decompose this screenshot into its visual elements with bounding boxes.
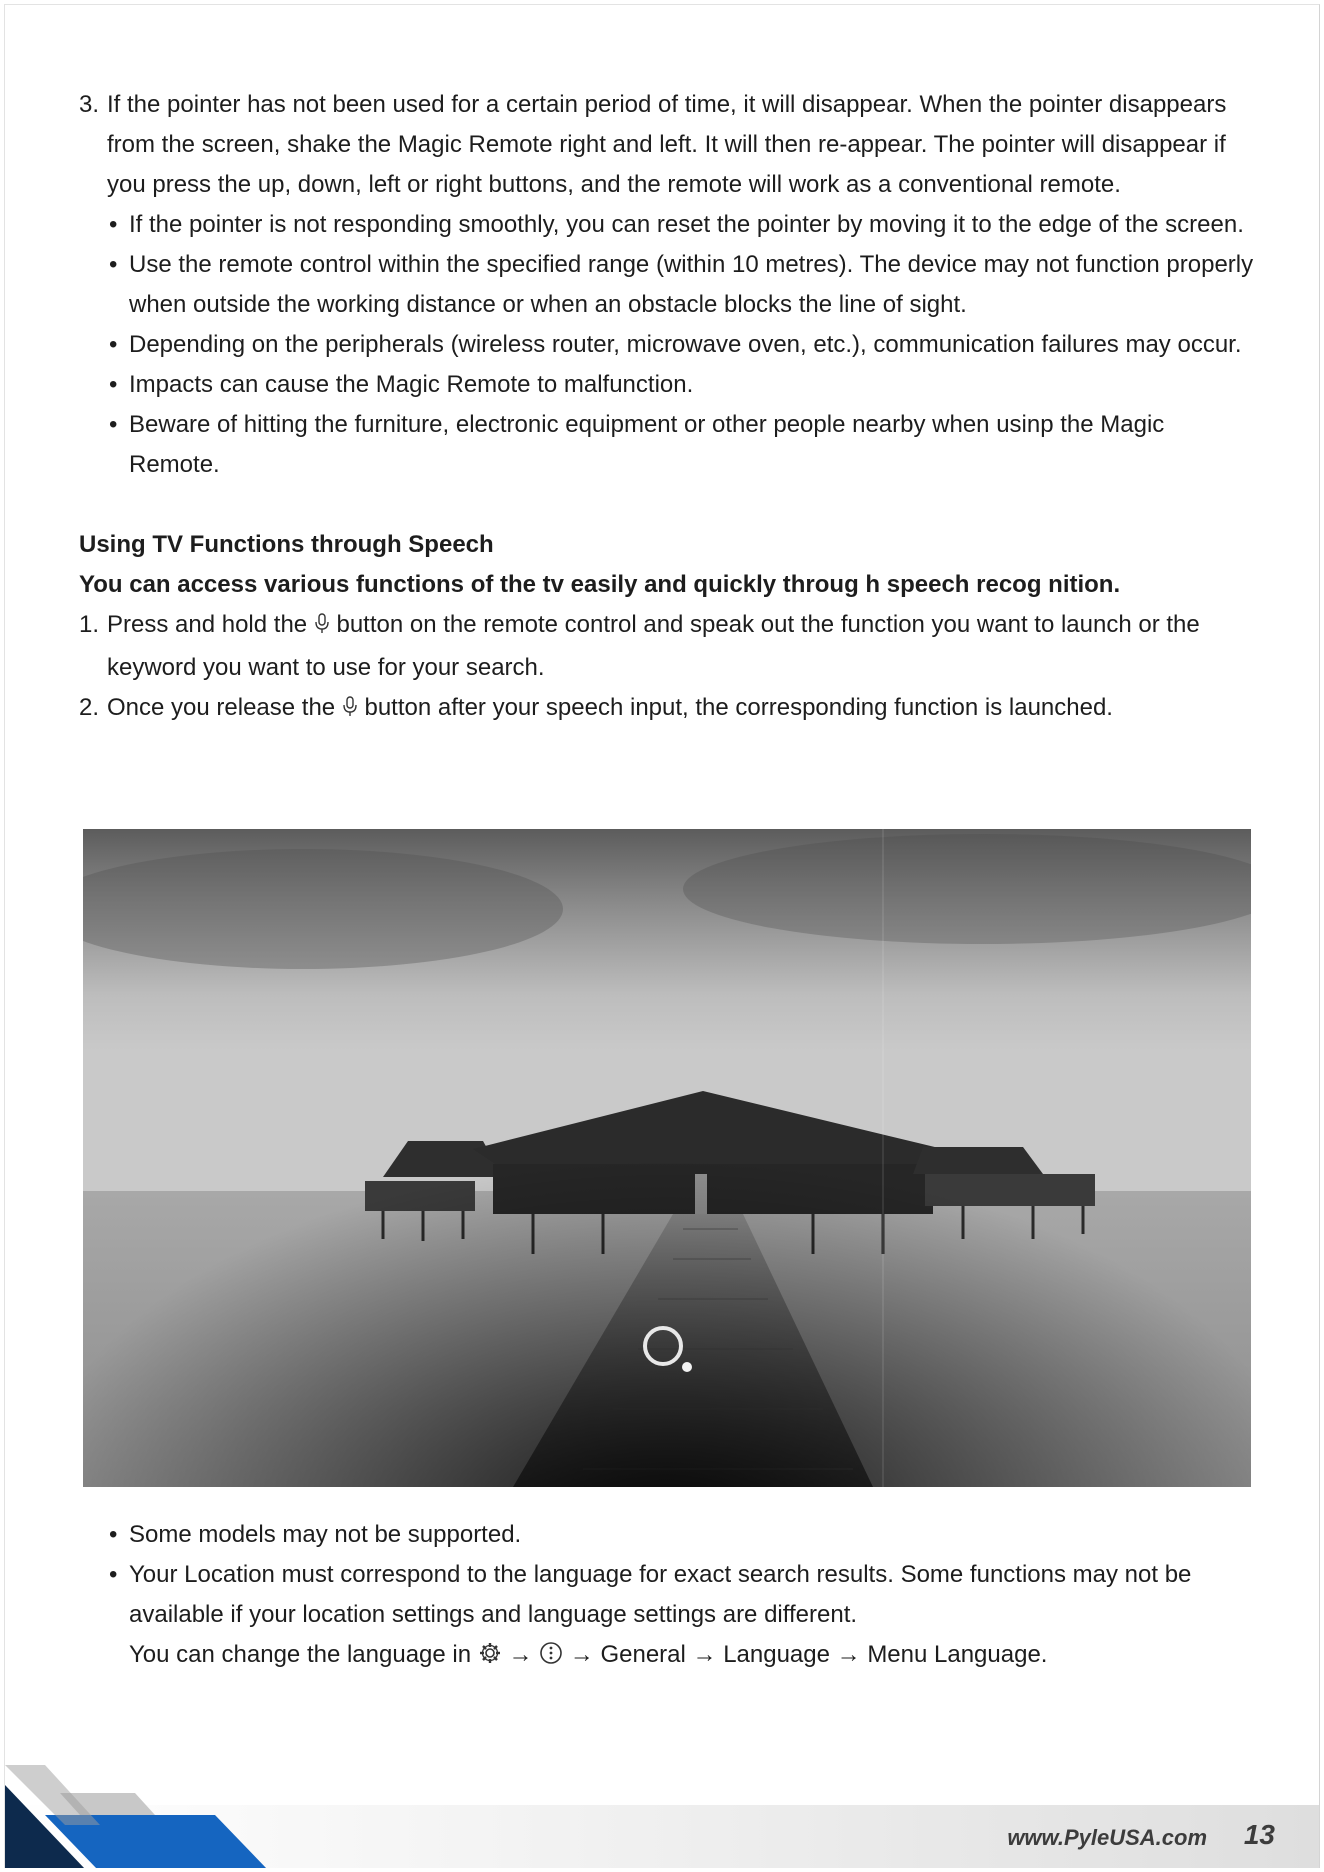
list-item: • Impacts can cause the Magic Remote to malfunction. — [109, 371, 694, 398]
list-item: • If the pointer is not responding smoothly, you can reset the pointer by moving it to the edge of the screen. — [109, 211, 1244, 238]
item-3 — [79, 85, 1259, 205]
section-subheading: You can access various functions of the tv easily and quickly throug h speech recog nition. — [79, 571, 1121, 598]
step-2-text-before: Once you release the — [107, 694, 336, 721]
footer-url: www.PyleUSA.com — [1007, 1825, 1207, 1850]
language-label: Language — [723, 1641, 830, 1668]
page-number: 13 — [1243, 1819, 1275, 1850]
notes-section — [79, 1515, 1259, 1678]
item-3-number: 3. — [79, 91, 100, 118]
step-1 — [79, 605, 1259, 688]
step-2-text-after: button after your speech input, the corresponding function is launched. — [364, 694, 1113, 721]
item-3-text: If the pointer has not been used for a certain period of time, it will disappear. When the pointer disappears from the screen, shake the Magic Remote right and left. It will then re-appear. The pointer will disappear if you press the up, down, left or right buttons, and the remote will work as a conventional remote. — [107, 91, 1227, 198]
step-2-number: 2. — [79, 694, 100, 721]
step-2 — [79, 688, 1259, 731]
list-item: • Some models may not be supported. — [109, 1521, 522, 1548]
notes-list — [79, 1515, 1259, 1678]
microphone-icon — [342, 691, 358, 731]
more-options-icon — [539, 1638, 563, 1678]
list-item: • Depending on the peripherals (wireless router, microwave oven, etc.), communication failures may occur. — [109, 331, 1242, 358]
location-note: Your Location must correspond to the language for exact search results. Some functions may not be available if your location settings and language settings are different. — [129, 1561, 1192, 1628]
arrow: → — [836, 1641, 861, 1668]
tv-speech-screenshot — [83, 829, 1251, 1487]
microphone-icon — [314, 608, 330, 648]
path-intro: You can change the language in — [129, 1641, 472, 1668]
section-heading: Using TV Functions through Speech — [79, 531, 494, 558]
step-1-text-after: button on the remote control and speak out the function you want to launch or the keyword you want to use for your search. — [107, 611, 1200, 681]
main-content — [79, 85, 1259, 731]
menu-language-label: Menu Language. — [867, 1641, 1048, 1668]
arrow: → — [569, 1641, 594, 1668]
pointer-notes-list — [79, 205, 1259, 485]
manual-page — [4, 4, 1320, 1868]
list-item: • Use the remote control within the specified range (within 10 metres). The device may not function properly when outside the working distance or when an obstacle blocks the line of sight. — [109, 251, 1254, 318]
step-1-number: 1. — [79, 611, 100, 638]
gear-icon — [478, 1638, 502, 1678]
step-1-text-before: Press and hold the — [107, 611, 308, 638]
general-label: General — [600, 1641, 686, 1668]
list-item: • Beware of hitting the furniture, electronic equipment or other people nearby when usinp the Magic Remote. — [109, 411, 1165, 478]
footer-decoration — [5, 1765, 305, 1868]
arrow: → — [508, 1641, 533, 1668]
arrow: → — [692, 1641, 717, 1668]
list-item: • Your Location must correspond to the language for exact search results. Some functions may not be available if your location settings and language settings are different. You can change the language in → → General → Language → Menu Language. — [109, 1555, 1259, 1678]
